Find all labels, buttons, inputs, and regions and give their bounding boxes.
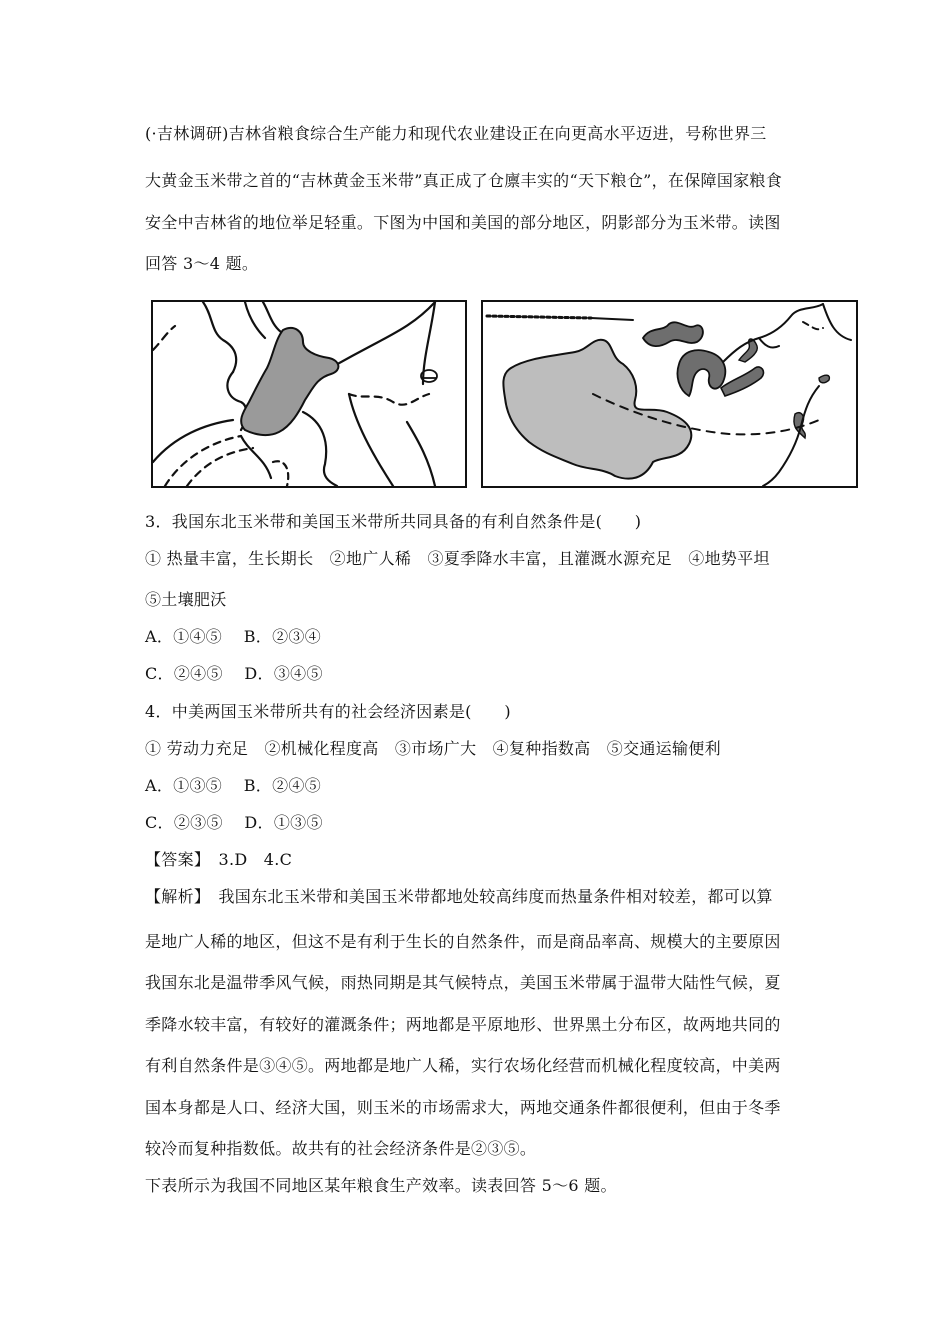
q4-choice-ab: A．①③⑤ B．②④⑤ xyxy=(145,776,321,795)
q4-choice-cd: C．②③⑤ D．①③⑤ xyxy=(145,813,323,832)
usa-corn-belt-shade xyxy=(503,340,691,479)
q4-options-line-1: ① 劳动力充足 ②机械化程度高 ③市场广大 ④复种指数高 ⑤交通运输便利 xyxy=(145,739,721,758)
intro-line-1: (·吉林调研)吉林省粮食综合生产能力和现代农业建设正在向更高水平迈进，号称世界三 xyxy=(145,124,767,143)
map-border-line xyxy=(245,302,265,338)
china-corn-belt-map xyxy=(151,300,467,488)
map-border-line xyxy=(203,302,236,372)
q4-stem: 4．中美两国玉米带所共有的社会经济因素是( ) xyxy=(145,702,511,721)
usa-corn-belt-map xyxy=(481,300,858,488)
map-boundary-dashed xyxy=(153,326,175,350)
us-canada-border xyxy=(487,316,633,320)
analysis-line-2: 是地广人稀的地区，但这不是有利于生长的自然条件，而是商品率高、规模大的主要原因 xyxy=(145,932,781,951)
answer-line: 【答案】 3.D 4.C xyxy=(145,850,293,869)
usa-map-svg xyxy=(483,302,856,486)
coastal-island xyxy=(819,375,829,383)
q3-options-line-2: ⑤土壤肥沃 xyxy=(145,590,227,609)
lake-michigan-huron xyxy=(677,350,725,396)
st-lawrence xyxy=(723,304,823,362)
analysis-line-3: 我国东北是温带季风气候，雨热同期是其气候特点，美国玉米带属于温带大陆性气候，夏 xyxy=(145,973,781,992)
q3-choice-ab: A．①④⑤ B．②③④ xyxy=(145,627,321,646)
map-border-line xyxy=(759,338,779,348)
map-boundary-dashed xyxy=(803,322,823,329)
map-border-line xyxy=(407,422,435,486)
next-question-intro: 下表所示为我国不同地区某年粮食生产效率。读表回答 5～6 题。 xyxy=(145,1176,617,1195)
atlantic-coast xyxy=(763,386,819,486)
map-boundary-dashed xyxy=(273,461,288,486)
map-boundary-dashed xyxy=(349,394,429,405)
map-great-wall xyxy=(165,436,241,486)
q3-options-line-1: ① 热量丰富，生长期长 ②地广人稀 ③夏季降水丰富，且灌溉水源充足 ④地势平坦 xyxy=(145,549,770,568)
intro-line-2: 大黄金玉米带之首的“吉林黄金玉米带”真正成了仓廪丰实的“天下粮仓”，在保障国家粮食 xyxy=(145,171,783,190)
q3-choice-cd: C．②④⑤ D．③④⑤ xyxy=(145,664,323,683)
map-border-line xyxy=(263,302,281,332)
china-corn-belt-shade xyxy=(241,328,338,435)
intro-line-3: 安全中吉林省的地位举足轻重。下图为中国和美国的部分地区，阴影部分为玉米带。读图 xyxy=(145,213,781,232)
analysis-line-7: 较冷而复种指数低。故共有的社会经济条件是②③⑤。 xyxy=(145,1139,537,1158)
china-map-svg xyxy=(153,302,465,486)
q3-stem: 3．我国东北玉米带和美国玉米带所共同具备的有利自然条件是( ) xyxy=(145,512,642,531)
intro-line-4: 回答 3～4 题。 xyxy=(145,254,259,273)
map-river xyxy=(303,412,337,486)
analysis-line-4: 季降水较丰富，有较好的灌溉条件；两地都是平原地形、世界黑土分布区，故两地共同的 xyxy=(145,1015,781,1034)
analysis-line-6: 国本身都是人口、经济大国，则玉米的市场需求大，两地交通条件都很便利，但由于冬季 xyxy=(145,1098,781,1117)
map-coastline xyxy=(349,394,393,486)
analysis-line-5: 有利自然条件是③④⑤。两地都是地广人稀，实行农场化经营而机械化程度较高，中美两 xyxy=(145,1056,781,1075)
analysis-line-1: 【解析】 我国东北玉米带和美国玉米带都地处较高纬度而热量条件相对较差，都可以算 xyxy=(145,887,773,906)
map-river xyxy=(241,436,271,478)
map-coastline xyxy=(823,304,851,340)
lake-erie xyxy=(721,367,763,396)
lake-superior xyxy=(643,322,703,346)
